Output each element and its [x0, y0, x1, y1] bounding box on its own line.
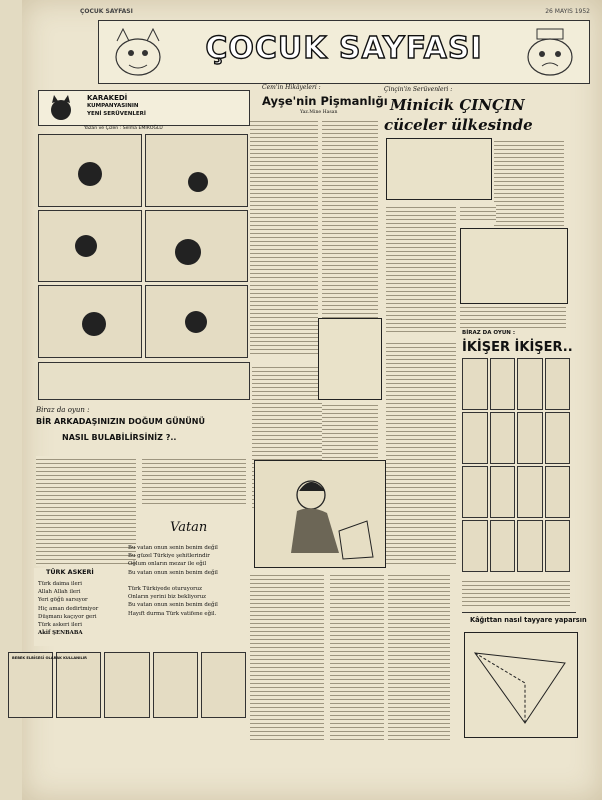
cinci-text-mid2: [460, 204, 496, 222]
poem-asker-title: TÜRK ASKERİ: [46, 568, 94, 576]
page-banner: [98, 20, 590, 84]
cinci-text-mid1: [386, 204, 456, 334]
poem-line: Düşmanı kaçıyor geri: [38, 613, 97, 620]
cinci-illustration-top: [386, 138, 492, 200]
story-kicker: Cem'in Hikâyeleri :: [262, 84, 321, 91]
game-cell: [490, 412, 516, 464]
poem-line: Türk daima ileri: [38, 581, 82, 587]
game-cell: [545, 412, 571, 464]
game-cell: [545, 358, 571, 410]
ikiser-text-left: [386, 340, 456, 566]
comic-title-line1: KARAKEDİ: [87, 94, 128, 102]
comic-panels: [38, 134, 248, 358]
game-cell: [462, 412, 488, 464]
header-date: 26 MAYIS 1952: [545, 7, 590, 15]
poem-vatan-title: Vatan: [170, 520, 208, 535]
poem-line: Türk Türkiyede oturuyoruz: [128, 586, 202, 593]
strip-panel: [153, 652, 198, 718]
comic-credit: Yazan ve Çizen : Selma EMİROĞLU: [84, 126, 163, 131]
quiz-title-line1: BİR ARKADAŞINIZIN DOĞUM GÜNÜNÜ: [36, 417, 205, 426]
header-left: ÇOCUK SAYFASI: [80, 7, 133, 15]
poem-asker-body: [38, 580, 98, 637]
cat-logo-icon: [43, 93, 79, 123]
poem-line: Hiç aman dedirtmiyor: [38, 605, 99, 612]
comic-panel: [145, 134, 249, 207]
comic-panel: [145, 285, 249, 358]
strip-panel: [104, 652, 149, 718]
game-cell: [517, 412, 543, 464]
quiz-text-col1: [36, 456, 136, 566]
comic-title-box: [38, 90, 250, 126]
poem-line: Onların yerini biz bekliyoruz: [128, 594, 207, 601]
ornament-band: [38, 362, 250, 400]
comic-panel: [38, 134, 142, 207]
game-cell: [490, 358, 516, 410]
banner-title: ÇOCUK SAYFASI: [205, 31, 483, 66]
story-byline: Yaz.Mine Hasan: [300, 110, 338, 115]
cinci-text-lower: [460, 304, 566, 328]
game-cell: [517, 358, 543, 410]
comic-panel: [38, 285, 142, 358]
story-illustration-large: [254, 460, 386, 568]
quiz-kicker: Biraz da oyun :: [36, 406, 90, 414]
poem-line: Türk askeri ileri: [38, 622, 83, 629]
cinci-illustration-bottom: [460, 228, 568, 304]
game-cell: [462, 466, 488, 518]
poem-line: Oğlum onların mezar ile eğil: [128, 561, 207, 568]
cinci-text-right: [494, 138, 564, 234]
quiz-title-line2: NASIL BULABİLİRSİNİZ ?..: [62, 433, 177, 442]
comic-panel: [38, 210, 142, 283]
poem-line: Allah Allah ileri: [38, 589, 81, 596]
comic-panel: [145, 210, 249, 283]
poem-line: Hayıft durma Türk vatifene eğil.: [128, 610, 217, 617]
story-bottom-col2: [330, 572, 384, 742]
poem-line: Bu vatan onun senin benim değil: [128, 545, 218, 551]
poem-vatan-body: [128, 544, 218, 618]
game-cell: [517, 520, 543, 572]
poem-line: Bu vatan onun senin benim değil: [128, 569, 218, 576]
ikiser-title: İKİŞER İKİŞER..: [462, 340, 573, 355]
cinci-title-line1: Minicik ÇINÇIN: [390, 96, 525, 114]
story-text-col1: [250, 118, 318, 354]
story-bottom-col3: [388, 572, 450, 742]
game-cell: [545, 520, 571, 572]
story-bottom-col1: [250, 572, 324, 742]
tayyare-title: Kâğıttan nasıl tayyare yaparsın: [470, 616, 587, 624]
cinci-kicker: Çinçin'in Serüvenleri :: [384, 86, 453, 93]
paper-plane-icon: [465, 633, 577, 737]
tayyare-rule: [462, 612, 576, 613]
game-cell: [490, 520, 516, 572]
comic-title-line3: YENİ SERÜVENLERİ: [87, 111, 146, 117]
tayyare-diagram: [464, 632, 578, 738]
poem-line: Yeri göğü sarsıyor: [38, 597, 88, 604]
poem-line: [128, 577, 218, 585]
strip-panel: [56, 652, 101, 718]
poem-asker-author: Akif ŞENBABA: [38, 630, 83, 637]
poem-line: Bu güzel Türkiye şehitlerindir: [128, 553, 210, 560]
story-illustration-small: [318, 318, 382, 400]
quiz-text-col2: [142, 456, 246, 506]
comic-title-line2: KUMPANYASININ: [87, 103, 139, 109]
ikiser-kicker: BİRAZ DA OYUN :: [462, 330, 516, 336]
bottom-comic-strip: [8, 652, 246, 718]
cinci-title-line2: cüceler ülkesinde: [384, 116, 533, 134]
ikiser-text-bottom: [462, 578, 570, 608]
ikiser-animal-grid: [462, 358, 570, 572]
page-header: [80, 4, 590, 18]
game-cell: [462, 520, 488, 572]
game-cell: [462, 358, 488, 410]
poem-line: Bu vatan onun senin benim değil: [128, 602, 218, 609]
strip-caption: BEBEK ELBİSESİ OLARAK KULLANILIR: [12, 656, 87, 660]
game-cell: [545, 466, 571, 518]
strip-panel: [8, 652, 53, 718]
poem-asker-box: [34, 568, 124, 646]
girl-figure-icon: [255, 461, 385, 567]
game-cell: [517, 466, 543, 518]
strip-panel: [201, 652, 246, 718]
game-cell: [490, 466, 516, 518]
story-title: Ayşe'nin Pişmanlığı: [262, 94, 388, 108]
